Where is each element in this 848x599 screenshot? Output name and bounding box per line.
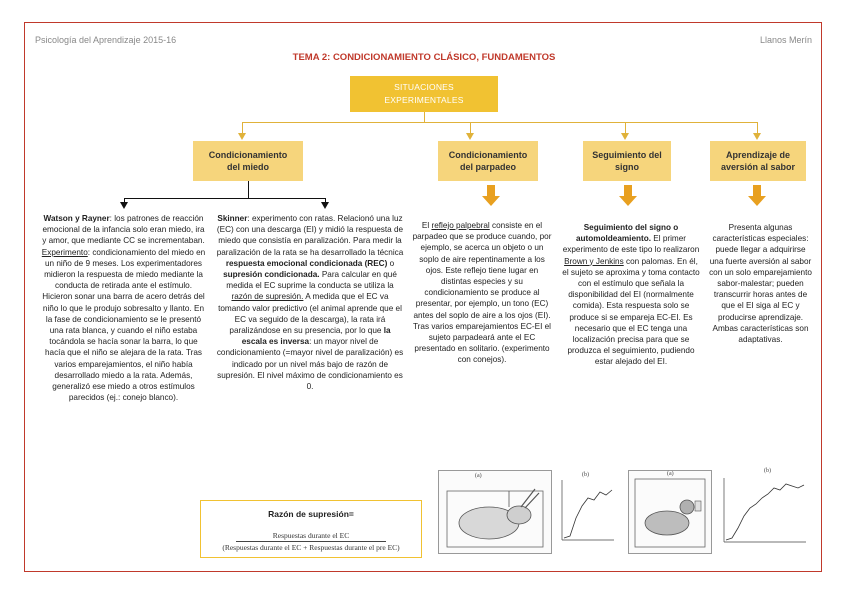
skinner-text	[216, 213, 404, 392]
fig-label-b2: (b)	[764, 468, 771, 474]
razon-numerator: Respuestas durante el EC	[272, 531, 350, 540]
watson-exp-label: Experimento	[41, 247, 88, 257]
skinner-term2: supresión condicionada.	[223, 270, 320, 280]
category-miedo-line1: Condicionamiento	[208, 149, 288, 160]
fat-arrow-parpadeo	[481, 185, 501, 207]
skinner-term3: razón de supresión.	[231, 292, 304, 302]
fig-label-a1: (a)	[475, 473, 482, 479]
main-box-line2: EXPERIMENTALES	[384, 95, 464, 105]
signo-text	[560, 222, 702, 368]
skinner-p3: Para calcular en qué medida el EC suprime la conducta se utiliza la	[226, 270, 397, 291]
watson-p1: : los patrones de reacción emocional de la infancia solo eran miedo, ira y amor, que mediante CC se incrementaban.	[42, 214, 205, 246]
fig-label-b1: (b)	[582, 472, 589, 478]
skinner-term1: respuesta emocional condicionada (REC)	[225, 258, 388, 268]
black-arrow-left	[120, 202, 128, 209]
razon-fraction-line	[236, 541, 386, 542]
rabbit-figure	[438, 470, 552, 554]
main-box-line1: SITUACIONES	[394, 82, 454, 93]
black-arrow-right	[321, 202, 329, 209]
main-box	[350, 76, 498, 112]
arrow-2	[466, 133, 474, 140]
signo-p2: con palomas. En él, el sujeto se aproxima y toma contacto con el estímulo que señala la disponibilidad del EI (normalmente comida). Esta respuesta solo se produce si se empareja EC-EI. Es necesario que el EC tenga una localización precisa para que se produzca el seguimiento, pudiendo estar alejado del EI.	[562, 256, 700, 367]
aversion-p1: Presenta algunas características especiales: puede llegar a adquirirse una fuerte aversión al sabor con un solo emparejamiento sabor-malestar; pueden transcurrir horas antes de que el EI siga al EC y producirse aprendizaje. Ambas características son adaptativas.	[709, 223, 812, 345]
signo-term1: Brown y Jenkins	[564, 256, 624, 266]
parpadeo-text	[410, 220, 554, 366]
category-signo-line1: Seguimiento del	[592, 149, 662, 160]
category-parpadeo-line2: del parpadeo	[459, 162, 516, 172]
category-box-miedo	[193, 141, 303, 181]
connector-main-down	[424, 112, 425, 122]
razon-supresion-box	[200, 500, 422, 558]
skinner-p5: : un mayor nivel de condicionamiento (=mayor nivel de paralización) es indicado por un nivel más bajo de razón de supresión. El nivel máximo de condicionamiento es 0.	[216, 337, 404, 392]
black-connector-down	[248, 181, 249, 198]
watson-p2: : condicionamiento del miedo en un niño de 9 meses. Los experimentadores midieron la respuesta de miedo mediante la conducta de retirada ante el estímulo. Hicieron sonar una barra de acero detrás del niño lo que le produjo sobresalto y llanto. En la fase de condicionamiento se le presentó una rata blanca, y cuando el niño estaba tocándola se hacía sonar la barra, lo que hacía que el niño se alejara de la rata. Tras varios emparejamientos, el niño había desarrollado miedo a la rata. Además, generalizó ese miedo a otros estímulos parecidos (ej.: conejo blanco).	[42, 247, 206, 403]
watson-lead: Watson y Rayner	[43, 214, 110, 223]
category-signo-line2: signo	[615, 162, 639, 172]
signo-p1: El primer experimento de este tipo lo realizaron	[562, 234, 700, 255]
signo-graph-plot	[716, 468, 810, 554]
connector-1	[242, 122, 243, 133]
connector-horizontal	[242, 122, 758, 123]
category-aversion-line2: aversión al sabor	[720, 162, 796, 172]
signo-lead: Seguimiento del signo o automoldeamiento.	[575, 223, 679, 244]
signo-graph	[716, 468, 810, 554]
fig-label-a2: (a)	[667, 471, 674, 477]
category-box-aversion	[710, 141, 806, 181]
parpadeo-graph	[552, 470, 616, 552]
category-aversion-line1: Aprendizaje de	[725, 149, 790, 160]
parpadeo-p1: consiste en el parpadeo que se produce cuando, por ejemplo, se acerca un objeto o un soplo de aire repentinamente a los ojos. Este reflejo tiene lugar en distintas especies y su condicionamiento se produce al presentar, por ejemplo, un tono (EC) antes del soplo de aire a los ojos (EI). Tras varios emparejamientos EC-EI el sujeto parpadeará ante el EC presentado en solitario. (experimento con conejos).	[412, 221, 552, 365]
category-box-signo	[583, 141, 671, 181]
skinner-lead: Skinner	[217, 214, 248, 223]
author-header: Llanos Merín	[759, 35, 812, 45]
razon-title: Razón de supresión=	[268, 509, 354, 519]
category-parpadeo-line1: Condicionamiento	[448, 149, 528, 160]
parpadeo-p0: El	[421, 221, 430, 230]
category-miedo-line2: del miedo	[226, 162, 269, 172]
parpadeo-term1: reflejo palpebral	[431, 221, 490, 230]
watson-text	[40, 213, 207, 403]
rabbit-illustration	[439, 471, 551, 553]
page-title: TEMA 2: CONDICIONAMIENTO CLÁSICO, FUNDAMENTOS	[292, 52, 556, 63]
connector-2	[470, 122, 471, 133]
aversion-text	[709, 222, 812, 345]
course-header: Psicología del Aprendizaje 2015-16	[35, 35, 177, 45]
skinner-p1: : experimento con ratas. Relacionó una luz (EC) con una descarga (EI) y midió la respuesta de miedo que consistía en paralización. Para medir la paralización de la rata se ha desarrollado la técnica	[216, 214, 404, 257]
pigeon-figure	[628, 470, 712, 554]
arrow-1	[238, 133, 246, 140]
arrow-4	[753, 133, 761, 140]
skinner-p4: A medida que el EC va tomando valor predictivo (el animal aprende que el EC va seguido de la descarga), la rata irá paralizándose en su presencia, por lo que	[218, 292, 402, 336]
skinner-p2: o	[389, 258, 395, 268]
category-box-parpadeo	[438, 141, 538, 181]
connector-3	[625, 122, 626, 133]
parpadeo-graph-plot	[552, 470, 616, 552]
razon-denominator: (Respuestas durante el EC + Respuestas durante el pre EC)	[222, 542, 400, 552]
black-connector-horizontal	[124, 198, 326, 199]
arrow-3	[621, 133, 629, 140]
fat-arrow-signo	[618, 185, 638, 207]
connector-4	[757, 122, 758, 133]
skinner-term4: la escala es inversa	[241, 326, 391, 347]
fat-arrow-aversion	[747, 185, 767, 207]
pigeon-illustration	[629, 471, 711, 553]
